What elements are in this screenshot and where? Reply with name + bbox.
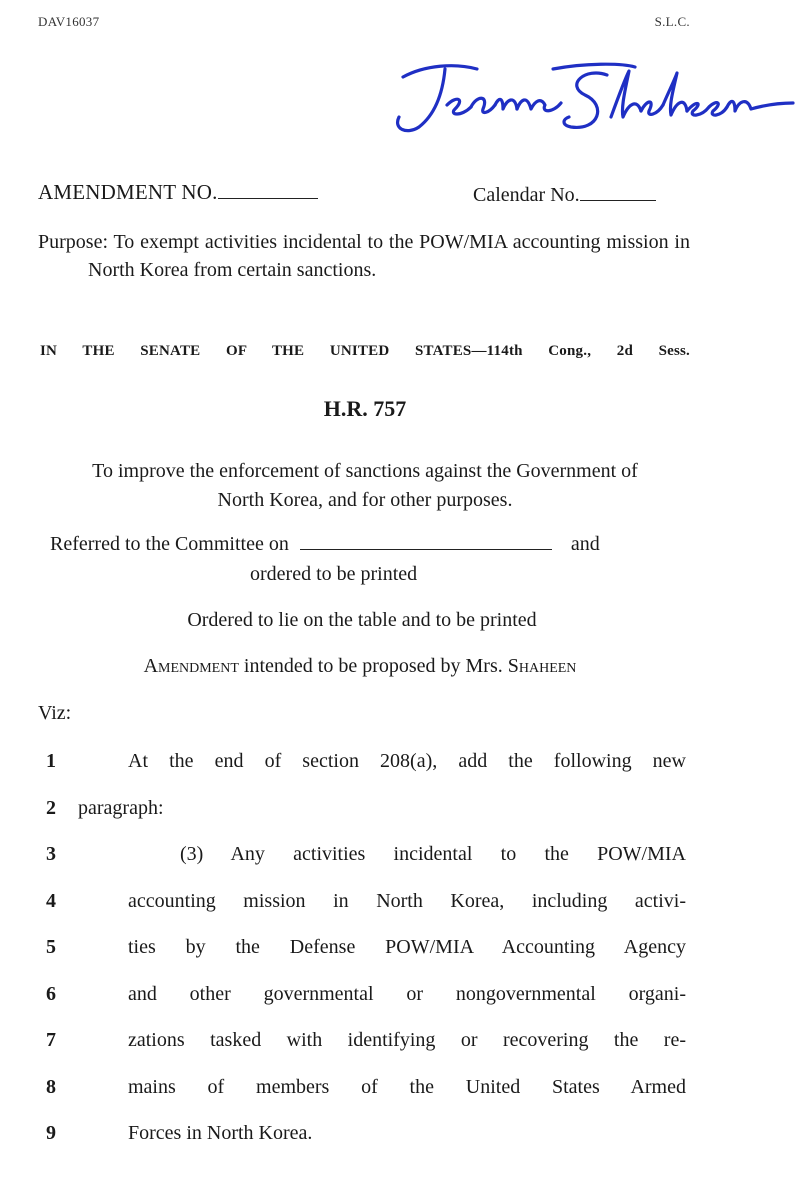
- committee-blank: [300, 547, 552, 550]
- line-number: 1: [46, 750, 56, 772]
- referred-suffix: and: [570, 533, 600, 555]
- amendment-intended-text: intended to be proposed by Mrs.: [238, 655, 508, 677]
- line-number: 6: [46, 983, 56, 1005]
- line-text: accounting mission in North Korea, including activi-: [128, 890, 686, 912]
- amendment-intended-line: [0, 655, 720, 678]
- bill-long-title: To improve the enforcement of sanctions against the Government of North Korea, and for other purposes.: [92, 460, 638, 511]
- amendment-label: AMENDMENT NO.: [38, 180, 218, 204]
- line-number: 9: [46, 1122, 56, 1144]
- referred-text: Referred to the Committee on: [50, 533, 289, 555]
- calendar-label: Calendar No.: [473, 184, 580, 206]
- line-number: 7: [46, 1029, 56, 1051]
- line-number: 8: [46, 1076, 56, 1098]
- office-code: S.L.C.: [654, 14, 690, 29]
- referred-line: [50, 533, 600, 556]
- line-text: ties by the Defense POW/MIA Accounting Agency: [128, 936, 686, 958]
- amendment-smallcaps: Amendment: [143, 655, 239, 677]
- viz-label: Viz:: [38, 702, 72, 724]
- senate-session-line: IN THE SENATE OF THE UNITED STATES—114th Cong., 2d Sess.: [40, 343, 690, 359]
- sponsor-name: Shaheen: [507, 655, 577, 677]
- document-id: DAV16037: [38, 14, 100, 29]
- amendment-number-blank: [218, 196, 318, 199]
- line-number: 2: [46, 797, 56, 819]
- referred-line-2: ordered to be printed: [250, 563, 418, 585]
- signature: [385, 55, 795, 145]
- line-text: At the end of section 208(a), add the following new: [128, 750, 686, 772]
- calendar-number-blank: [580, 198, 656, 201]
- line-text: paragraph:: [78, 797, 164, 819]
- line-text: zations tasked with identifying or recovering the re-: [128, 1029, 686, 1051]
- line-number: 4: [46, 890, 56, 912]
- line-number: 3: [46, 843, 56, 865]
- line-text: (3) Any activities incidental to the POW/MIA: [180, 843, 686, 865]
- ordered-to-lie-line: Ordered to lie on the table and to be printed: [187, 609, 537, 631]
- line-text: Forces in North Korea.: [128, 1122, 313, 1144]
- calendar-number-line: [473, 184, 656, 207]
- line-number: 5: [46, 936, 56, 958]
- purpose-statement: Purpose: To exempt activities incidental to the POW/MIA accounting mission in North Korea from certain sanctions.: [38, 231, 690, 281]
- bill-number: H.R. 757: [323, 396, 407, 421]
- line-text: mains of members of the United States Armed: [128, 1076, 686, 1098]
- line-text: and other governmental or nongovernmental organi-: [128, 983, 686, 1005]
- amendment-number-line: [38, 180, 318, 205]
